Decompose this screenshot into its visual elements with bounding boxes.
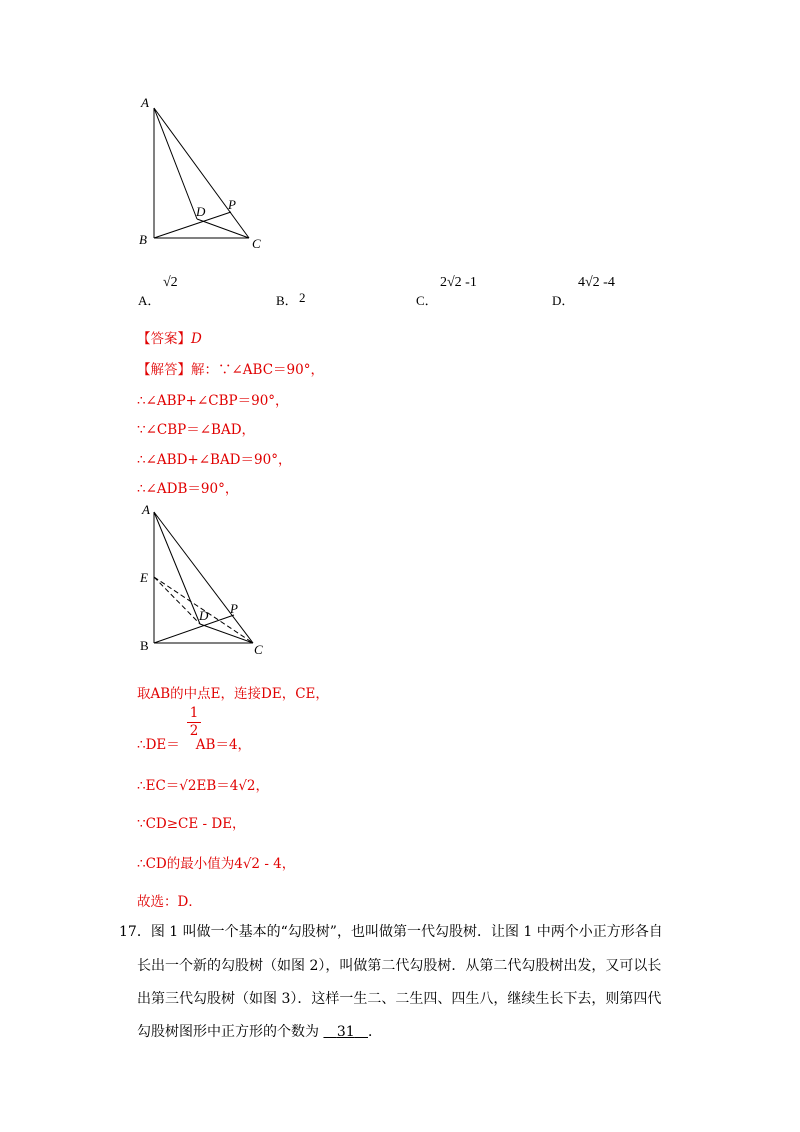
segment-bp xyxy=(154,615,234,643)
option-c-expr: 2√2 -1 xyxy=(440,275,477,290)
option-a-expr: √2 xyxy=(163,275,178,290)
solution-line-3: ∵∠CBP＝∠BAD， xyxy=(137,422,256,438)
answer-line xyxy=(137,327,202,347)
geometry-figure-2 xyxy=(132,500,272,665)
solution-line-8: ∴EC＝√2EB＝4√2， xyxy=(137,778,270,794)
label-c: C xyxy=(252,236,261,251)
answer-tag: 【答案】 xyxy=(137,331,191,347)
solution-line-1 xyxy=(137,358,324,378)
segment-dc xyxy=(197,219,249,238)
segment-ed-dashed xyxy=(154,577,200,624)
solution-text-7b: AB＝4， xyxy=(195,737,252,753)
label-p: P xyxy=(228,197,236,212)
solution-line-9: ∵CD≥CE - DE， xyxy=(137,816,246,832)
option-b-expr: 2 xyxy=(299,290,306,305)
option-d-expr: 4√2 -4 xyxy=(578,275,615,290)
question-17-text-4: 勾股树图形中正方形的个数为 xyxy=(137,1024,319,1040)
label-b: B xyxy=(139,232,147,247)
segment-ad xyxy=(154,108,197,219)
question-17-line-1 xyxy=(119,922,663,942)
solution-tag: 【解答】 xyxy=(137,362,191,378)
label-b: B xyxy=(140,638,149,653)
solution-line-2: ∴∠ABP+∠CBP＝90°， xyxy=(137,393,289,409)
solution-line-5: ∴∠ADB＝90°， xyxy=(137,481,239,497)
question-17-end: ． xyxy=(368,1024,382,1040)
segment-ad xyxy=(154,512,200,624)
label-a: A xyxy=(142,502,150,517)
solution-line-6: 取AB的中点E，连接DE，CE， xyxy=(137,686,329,702)
solution-line-4: ∴∠ABD+∠BAD＝90°， xyxy=(137,452,292,468)
label-c: C xyxy=(254,642,263,657)
option-c-letter: C． xyxy=(416,293,438,308)
question-17-line-2: 长出一个新的勾股树（如图 2），叫做第二代勾股树．从第二代勾股树出发，又可以长 xyxy=(137,958,662,974)
answer-value: D xyxy=(191,331,202,347)
label-a: A xyxy=(141,95,149,110)
segment-ac xyxy=(154,512,253,643)
solution-line-10: ∴CD的最小值为4√2 - 4， xyxy=(137,856,296,872)
question-17-line-4 xyxy=(137,1022,382,1042)
label-d: D xyxy=(199,608,209,623)
segment-bp xyxy=(154,212,231,238)
solution-text-7a: ∴DE＝ xyxy=(137,737,180,753)
solution-line-11: 故选：D． xyxy=(137,894,202,910)
solution-text-1: 解：∵∠ABC＝90°， xyxy=(191,362,324,378)
solution-line-7 xyxy=(137,733,251,753)
option-a-letter: A． xyxy=(138,293,161,308)
fraction-numerator: 1 xyxy=(189,705,199,721)
question-17-text-1: 图 1 叫做一个基本的“勾股树”，也叫做第一代勾股树．让图 1 中两个小正方形各自 xyxy=(150,924,663,940)
geometry-figure-1 xyxy=(130,92,270,257)
segment-dc xyxy=(200,624,253,643)
fraction-denominator: 2 xyxy=(189,723,199,739)
label-p: P xyxy=(230,601,238,616)
option-b-letter: B． xyxy=(276,293,298,308)
label-d: D xyxy=(196,204,206,219)
option-d-letter: D． xyxy=(552,293,575,308)
question-17-answer: 31 xyxy=(336,1024,355,1040)
label-e: E xyxy=(140,570,148,585)
question-17-line-3: 出第三代勾股树（如图 3）．这样一生二、二生四、四生八，继续生长下去，则第四代 xyxy=(137,991,662,1007)
question-17-number: 17． xyxy=(119,924,151,940)
